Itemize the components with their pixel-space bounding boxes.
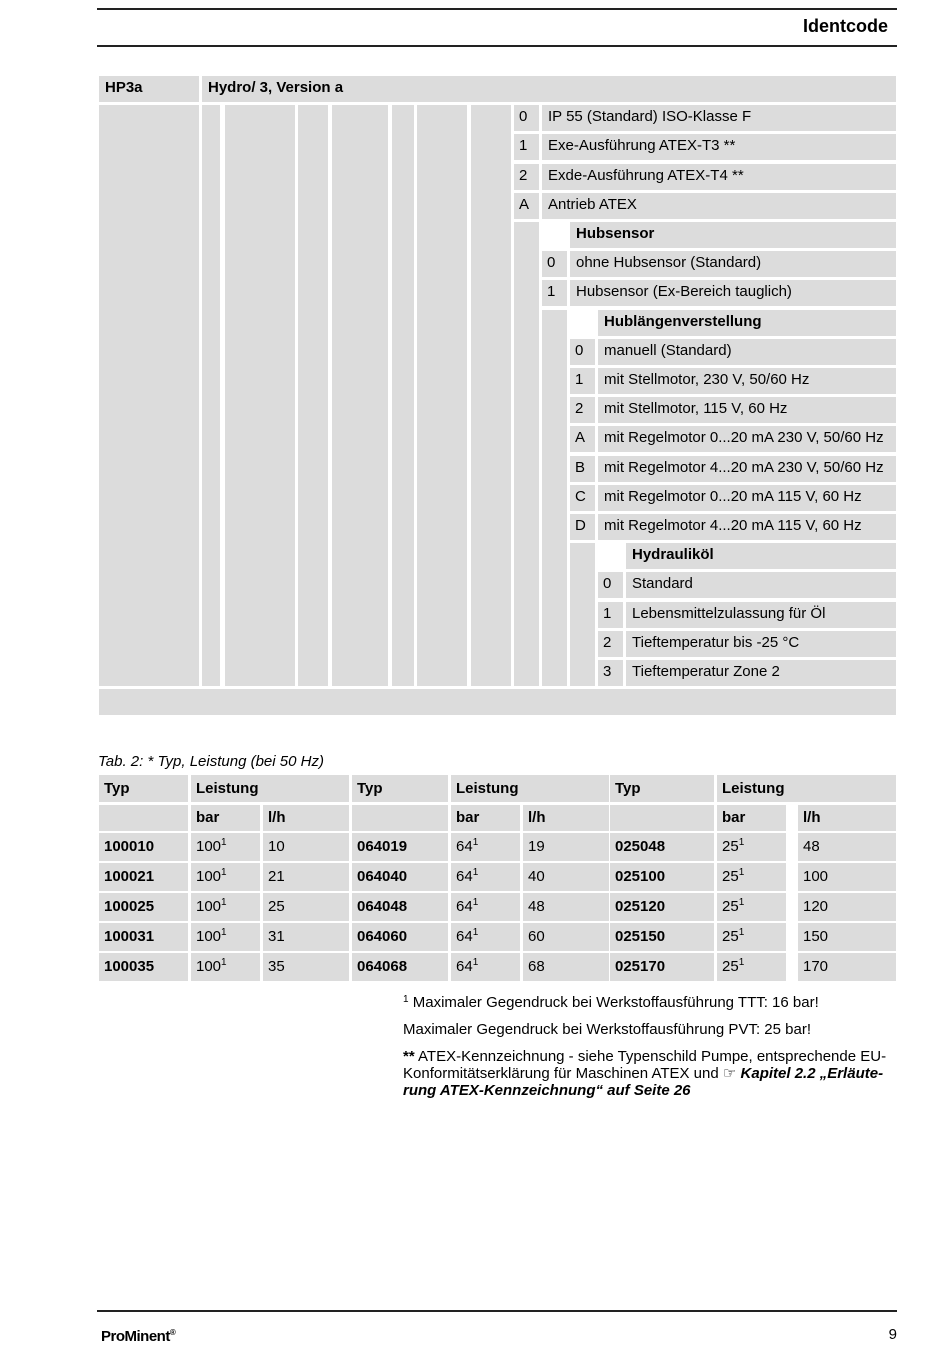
option-code: 1 bbox=[542, 280, 567, 306]
cell-lh: 60 bbox=[523, 923, 609, 951]
cell-bar: $25^1$ bbox=[717, 833, 786, 861]
option-label: mit Regelmotor 0...20 mA 230 V, 50/60 Hz bbox=[598, 426, 896, 452]
filler-column bbox=[202, 105, 220, 686]
col-header-empty bbox=[610, 805, 714, 831]
col-header-lh: l/h bbox=[798, 805, 896, 831]
prominent-logo: ProMinent® bbox=[101, 1328, 176, 1345]
filler-column bbox=[225, 105, 295, 686]
option-label: mit Regelmotor 4...20 mA 230 V, 50/60 Hz bbox=[598, 456, 896, 482]
filler-column bbox=[542, 310, 567, 686]
cell-lh: 10 bbox=[263, 833, 349, 861]
option-code: 2 bbox=[570, 397, 595, 423]
col-header-leistung: Leistung bbox=[717, 775, 896, 802]
group-heading: Hublängenverstellung bbox=[598, 310, 896, 336]
filler-column bbox=[332, 105, 388, 686]
col-header-empty bbox=[99, 805, 188, 831]
col-header-empty bbox=[352, 805, 448, 831]
option-code: A bbox=[570, 426, 595, 452]
cell-bar: $64^1$ bbox=[451, 923, 520, 951]
cell-lh: 68 bbox=[523, 953, 609, 981]
footnote-2: Maximaler Gegendruck bei Werkstoffausführung PVT: 25 bar! bbox=[403, 1021, 811, 1038]
cell-lh: 170 bbox=[798, 953, 896, 981]
page-number: 9 bbox=[888, 1326, 897, 1343]
header-rule bbox=[97, 8, 897, 10]
option-code: 1 bbox=[514, 134, 539, 160]
option-label: mit Regelmotor 0...20 mA 115 V, 60 Hz bbox=[598, 485, 896, 511]
option-label: Antrieb ATEX bbox=[542, 193, 896, 219]
cell-lh: 25 bbox=[263, 893, 349, 921]
group-heading: Hydrauliköl bbox=[626, 543, 896, 569]
cell-lh: 100 bbox=[798, 863, 896, 891]
option-label: mit Regelmotor 4...20 mA 115 V, 60 Hz bbox=[598, 514, 896, 540]
cell-typ: 064068 bbox=[352, 953, 448, 981]
cell-typ: 025100 bbox=[610, 863, 714, 891]
option-label: Exe-Ausführung ATEX-T3 ** bbox=[542, 134, 896, 160]
page-title: Identcode bbox=[802, 16, 888, 36]
cell-bar: $64^1$ bbox=[451, 833, 520, 861]
cell-typ: 025150 bbox=[610, 923, 714, 951]
cell-lh: 21 bbox=[263, 863, 349, 891]
option-code: 0 bbox=[542, 251, 567, 277]
option-code: 1 bbox=[570, 368, 595, 394]
cell-bar: $100^1$ bbox=[191, 833, 260, 861]
identcode-name: Hydro/ 3, Version a bbox=[202, 76, 896, 102]
link-arrow-icon: ☞ bbox=[722, 1065, 737, 1082]
option-code: A bbox=[514, 193, 539, 219]
cell-lh: 48 bbox=[798, 833, 896, 861]
option-label: IP 55 (Standard) ISO-Klasse F bbox=[542, 105, 896, 131]
cell-lh: 150 bbox=[798, 923, 896, 951]
cell-typ: 100025 bbox=[99, 893, 188, 921]
option-label: manuell (Standard) bbox=[598, 339, 896, 365]
col-header-bar: bar bbox=[191, 805, 260, 831]
option-label: mit Stellmotor, 230 V, 50/60 Hz bbox=[598, 368, 896, 394]
option-code: 0 bbox=[570, 339, 595, 365]
identcode-code: HP3a bbox=[99, 76, 199, 102]
col-header-lh: l/h bbox=[523, 805, 609, 831]
col-header-bar: bar bbox=[451, 805, 520, 831]
filler-column bbox=[99, 105, 199, 686]
cell-lh: 31 bbox=[263, 923, 349, 951]
cell-bar: $100^1$ bbox=[191, 923, 260, 951]
col-header-typ: Typ bbox=[352, 775, 448, 802]
group-heading: Hubsensor bbox=[570, 222, 896, 248]
cell-typ: 064019 bbox=[352, 833, 448, 861]
table-bottom-bar bbox=[99, 689, 896, 715]
cell-lh: 120 bbox=[798, 893, 896, 921]
col-header-lh: l/h bbox=[263, 805, 349, 831]
option-label: Tieftemperatur bis -25 °C bbox=[626, 631, 896, 657]
option-label: mit Stellmotor, 115 V, 60 Hz bbox=[598, 397, 896, 423]
option-label: Hubsensor (Ex-Bereich tauglich) bbox=[570, 280, 896, 306]
cell-bar: $25^1$ bbox=[717, 953, 786, 981]
cell-bar: $64^1$ bbox=[451, 953, 520, 981]
cell-typ: 100031 bbox=[99, 923, 188, 951]
cell-typ: 025170 bbox=[610, 953, 714, 981]
cell-lh: 40 bbox=[523, 863, 609, 891]
filler-column bbox=[298, 105, 328, 686]
cell-lh: 48 bbox=[523, 893, 609, 921]
cell-typ: 064040 bbox=[352, 863, 448, 891]
filler-column bbox=[514, 222, 539, 686]
option-label: Exde-Ausführung ATEX-T4 ** bbox=[542, 164, 896, 190]
cell-bar: $25^1$ bbox=[717, 863, 786, 891]
footer-rule bbox=[97, 1310, 897, 1312]
filler-column bbox=[417, 105, 467, 686]
cell-bar: $100^1$ bbox=[191, 893, 260, 921]
footnote-1: $^1$ Maximaler Gegendruck bei Werkstoffausführung TTT: 16 bar! bbox=[403, 994, 819, 1011]
cell-bar: $64^1$ bbox=[451, 893, 520, 921]
option-code: 0 bbox=[598, 572, 623, 598]
cell-bar: $25^1$ bbox=[717, 923, 786, 951]
col-header-bar: bar bbox=[717, 805, 786, 831]
col-header-leistung: Leistung bbox=[451, 775, 609, 802]
cell-lh: 35 bbox=[263, 953, 349, 981]
option-code: 2 bbox=[514, 164, 539, 190]
header-rule-bottom bbox=[97, 45, 897, 47]
cell-typ: 064060 bbox=[352, 923, 448, 951]
option-code: C bbox=[570, 485, 595, 511]
option-code: 0 bbox=[514, 105, 539, 131]
cell-typ: 064048 bbox=[352, 893, 448, 921]
footnote-atex: ** ATEX-Kennzeichnung - siehe Typenschild Pumpe, entsprechende EU- Konformitätserklärung für Maschinen ATEX und ☞ Kapitel 2.2 „Erläute- rung ATEX-Kennzeichnung“ auf Seite 26 bbox=[403, 1048, 887, 1099]
option-code: D bbox=[570, 514, 595, 540]
cell-bar: $64^1$ bbox=[451, 863, 520, 891]
cell-lh: 19 bbox=[523, 833, 609, 861]
option-label: Lebensmittelzulassung für Öl bbox=[626, 602, 896, 628]
option-code: 2 bbox=[598, 631, 623, 657]
option-code: B bbox=[570, 456, 595, 482]
cell-bar: $100^1$ bbox=[191, 863, 260, 891]
cell-typ: 100021 bbox=[99, 863, 188, 891]
cell-typ: 100010 bbox=[99, 833, 188, 861]
table-caption: Tab. 2: * Typ, Leistung (bei 50 Hz) bbox=[98, 753, 324, 770]
cell-bar: $100^1$ bbox=[191, 953, 260, 981]
col-header-typ: Typ bbox=[99, 775, 188, 802]
option-label: ohne Hubsensor (Standard) bbox=[570, 251, 896, 277]
option-code: 3 bbox=[598, 660, 623, 686]
col-header-typ: Typ bbox=[610, 775, 714, 802]
filler-column bbox=[392, 105, 414, 686]
option-label: Standard bbox=[626, 572, 896, 598]
cell-typ: 025120 bbox=[610, 893, 714, 921]
option-label: Tieftemperatur Zone 2 bbox=[626, 660, 896, 686]
filler-column bbox=[570, 543, 595, 686]
cell-bar: $25^1$ bbox=[717, 893, 786, 921]
cell-typ: 025048 bbox=[610, 833, 714, 861]
col-header-leistung: Leistung bbox=[191, 775, 349, 802]
filler-column bbox=[471, 105, 511, 686]
chapter-link[interactable]: Kapitel 2.2 „Erläute- rung ATEX-Kennzeichnung“ auf Seite 26 bbox=[403, 1065, 884, 1099]
cell-typ: 100035 bbox=[99, 953, 188, 981]
option-code: 1 bbox=[598, 602, 623, 628]
